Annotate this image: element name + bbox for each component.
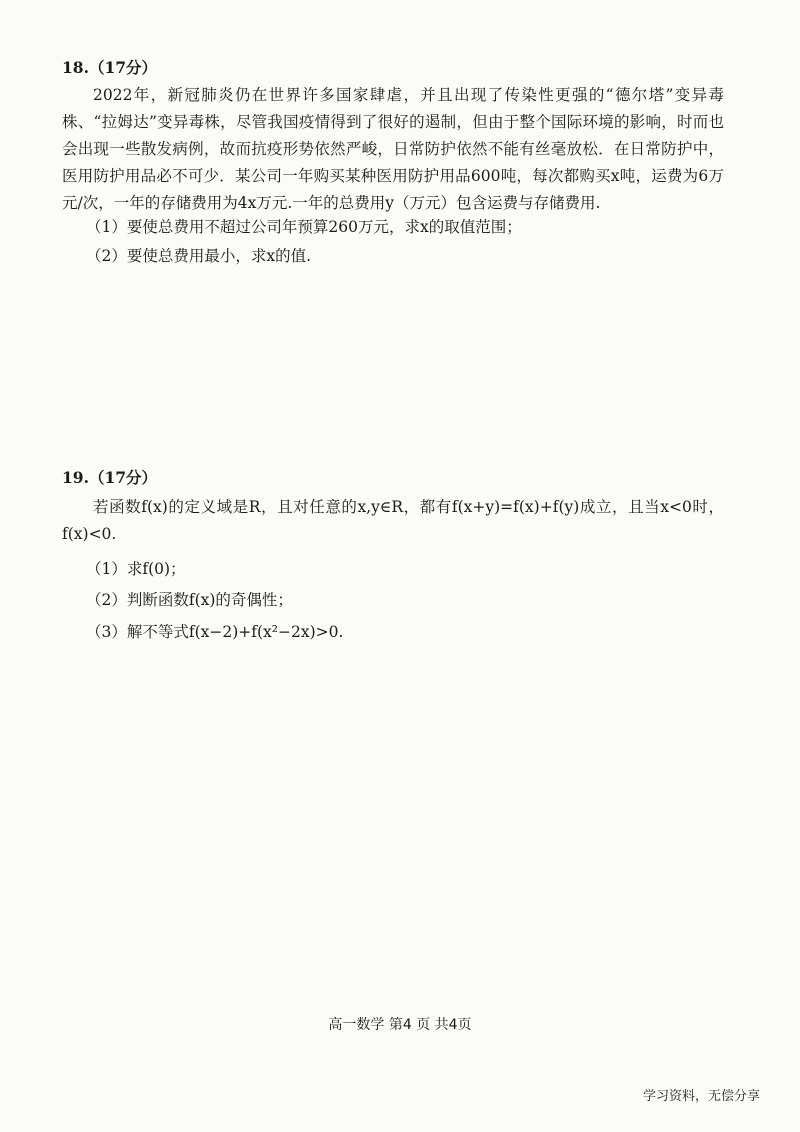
q18-part2: （2）要使总费用最小，求x的值. <box>86 247 312 265</box>
q19-part3: （3）解不等式f(x−2)+f(x²−2x)>0. <box>86 623 344 641</box>
q18-heading: 18.（17分） <box>62 58 158 77</box>
q19-heading: 19.（17分） <box>62 468 158 487</box>
q19-part2: （2）判断函数f(x)的奇偶性； <box>86 591 293 609</box>
q18-paragraph: 2022年，新冠肺炎仍在世界许多国家肆虐，并且出现了传染性更强的“德尔塔”变异毒株、“拉姆达”变异毒株，尽管我国疫情得到了很好的遏制，但由于整个国际环境的影响，时而也会出现一些散发病例，故而抗疫形势依然严峻，日常防护依然不能有丝毫放松．在日常防护中，医用防护用品必不可少．某公司一年购买某种医用防护用品600吨，每次都购买x吨，运费为6万元/次，一年的存储费用为4x万元.一年的总费用y（万元）包含运费与存储费用. <box>62 86 724 212</box>
q19-part1: （1）求f(0)； <box>86 560 186 578</box>
q18-part1: （1）要使总费用不超过公司年预算260万元，求x的取值范围； <box>86 218 522 236</box>
q19-paragraph: 若函数f(x)的定义域是R，且对任意的x,y∈R，都有f(x+y)=f(x)+f(y)成立，且当x<0时，f(x)<0. <box>62 498 724 543</box>
share-note: 学习资料，无偿分享 <box>642 1089 760 1104</box>
page-footer: 高一数学 第4 页 共4页 <box>328 1017 472 1033</box>
